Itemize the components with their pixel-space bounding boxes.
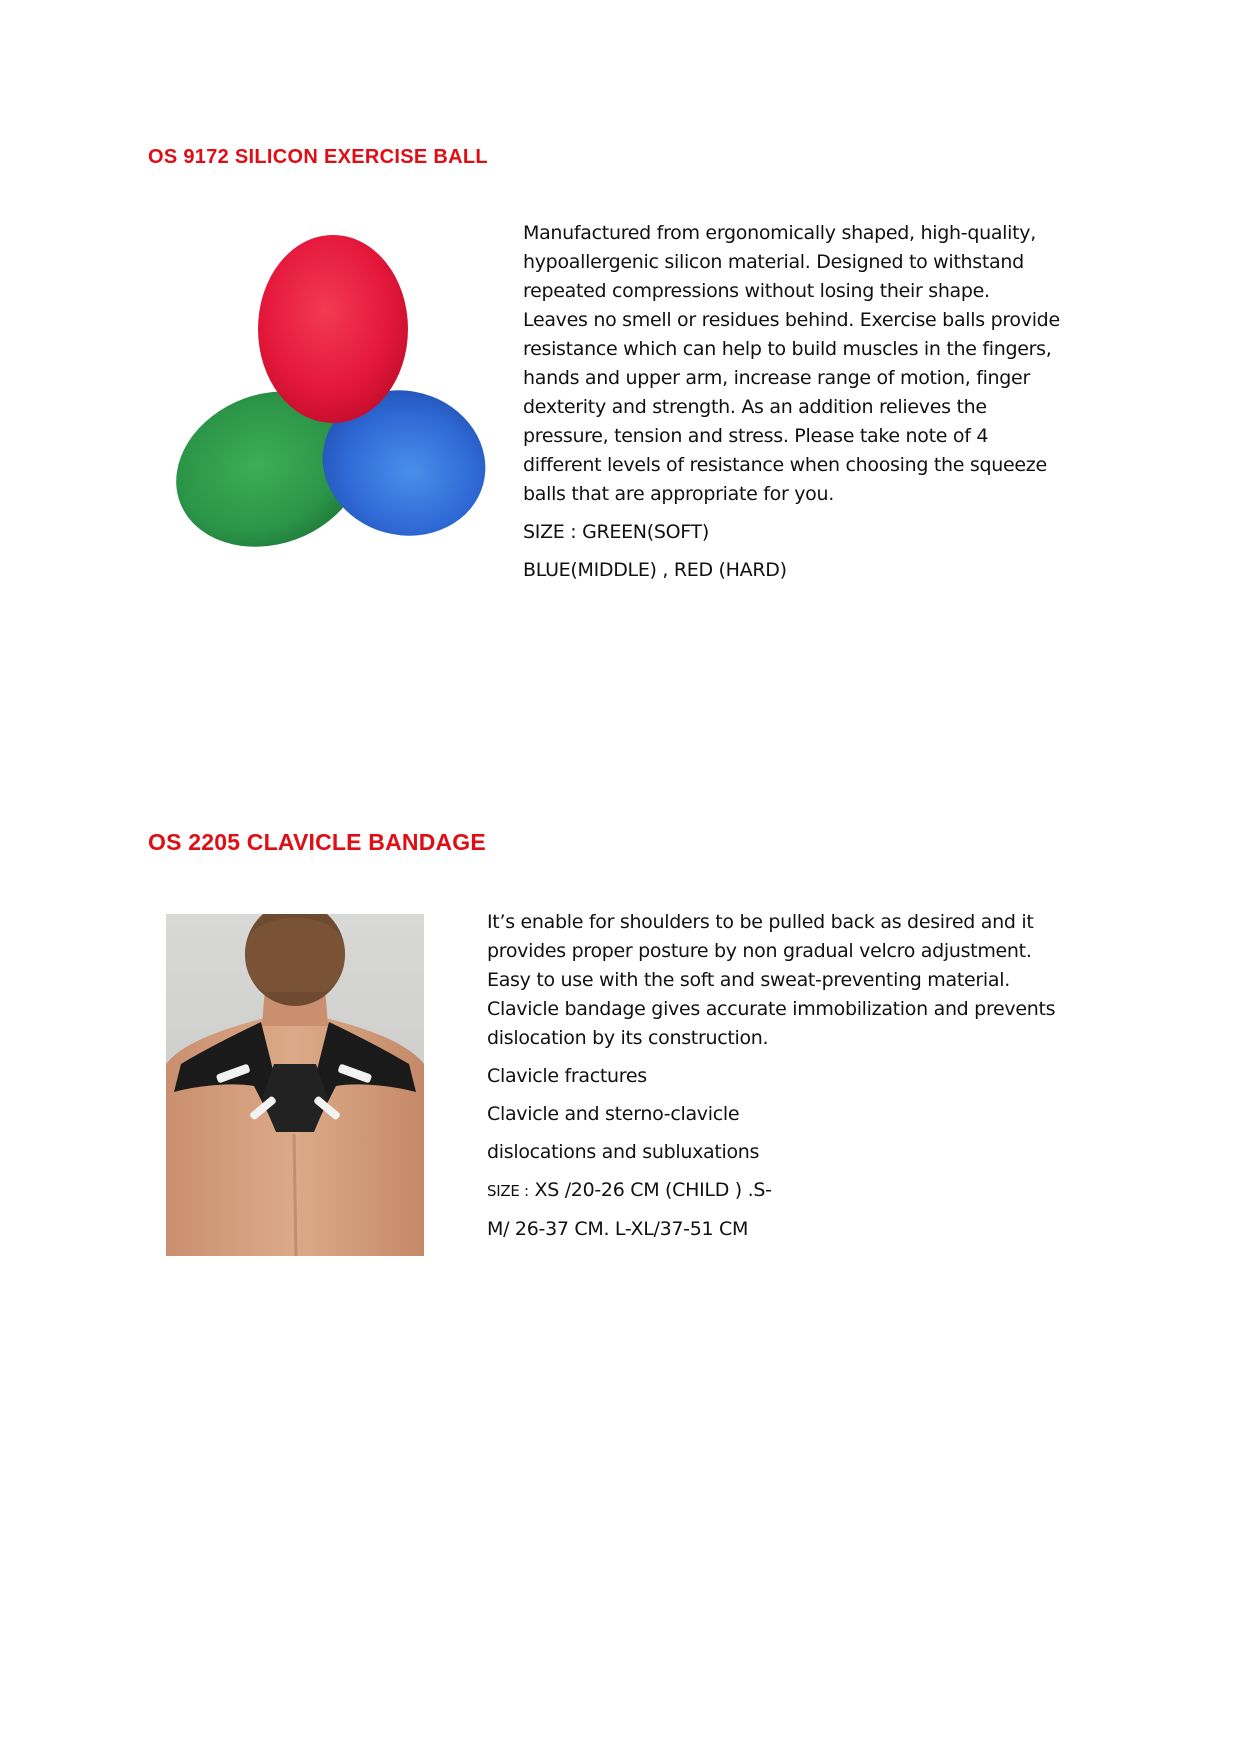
description-line: pressure, tension and stress. Please take note of 4 bbox=[523, 425, 989, 447]
description-line: hypoallergenic silicon material. Designed to withstand bbox=[523, 251, 1024, 273]
size-line: M/ 26-37 CM. L-XL/37-51 CM bbox=[487, 1218, 749, 1240]
person-hair bbox=[245, 918, 345, 992]
description-line: dexterity and strength. As an addition relieves the bbox=[523, 396, 987, 418]
exercise-balls-image bbox=[160, 225, 500, 560]
indication-line: dislocations and subluxations bbox=[487, 1141, 760, 1163]
size-value: XS /20-26 CM (CHILD ) .S- bbox=[528, 1179, 772, 1201]
description-line: Manufactured from ergonomically shaped, high-quality, bbox=[523, 222, 1036, 244]
product-title: OS 2205 CLAVICLE BANDAGE bbox=[148, 829, 486, 855]
description-line: Clavicle bandage gives accurate immobilization and prevents bbox=[487, 998, 1056, 1020]
spine-shadow bbox=[294, 1134, 296, 1256]
size-prefix: SIZE : bbox=[487, 1182, 529, 1200]
description-line: different levels of resistance when choosing the squeeze bbox=[523, 454, 1047, 476]
clavicle-bandage-image bbox=[166, 914, 424, 1256]
description-line: dislocation by its construction. bbox=[487, 1027, 769, 1049]
description-line: Easy to use with the soft and sweat-preventing material. bbox=[487, 969, 1010, 991]
red-ball bbox=[258, 235, 408, 423]
description-line: hands and upper arm, increase range of motion, finger bbox=[523, 367, 1030, 389]
size-line: SIZE : GREEN(SOFT) bbox=[523, 521, 709, 543]
description-line: It’s enable for shoulders to be pulled back as desired and it bbox=[487, 911, 1034, 933]
size-line: BLUE(MIDDLE) , RED (HARD) bbox=[523, 559, 787, 581]
indication-line: Clavicle fractures bbox=[487, 1065, 647, 1087]
product-title: OS 9172 SILICON EXERCISE BALL bbox=[148, 146, 488, 168]
description-line: Leaves no smell or residues behind. Exercise balls provide bbox=[523, 309, 1060, 331]
size-line bbox=[487, 1176, 1087, 1206]
indication-line: Clavicle and sterno-clavicle bbox=[487, 1103, 740, 1125]
description-line: resistance which can help to build muscles in the fingers, bbox=[523, 338, 1052, 360]
description-line: repeated compressions without losing their shape. bbox=[523, 280, 990, 302]
product-description bbox=[523, 219, 1083, 585]
description-line: provides proper posture by non gradual velcro adjustment. bbox=[487, 940, 1032, 962]
product-description bbox=[487, 908, 1087, 1244]
description-line: balls that are appropriate for you. bbox=[523, 483, 834, 505]
